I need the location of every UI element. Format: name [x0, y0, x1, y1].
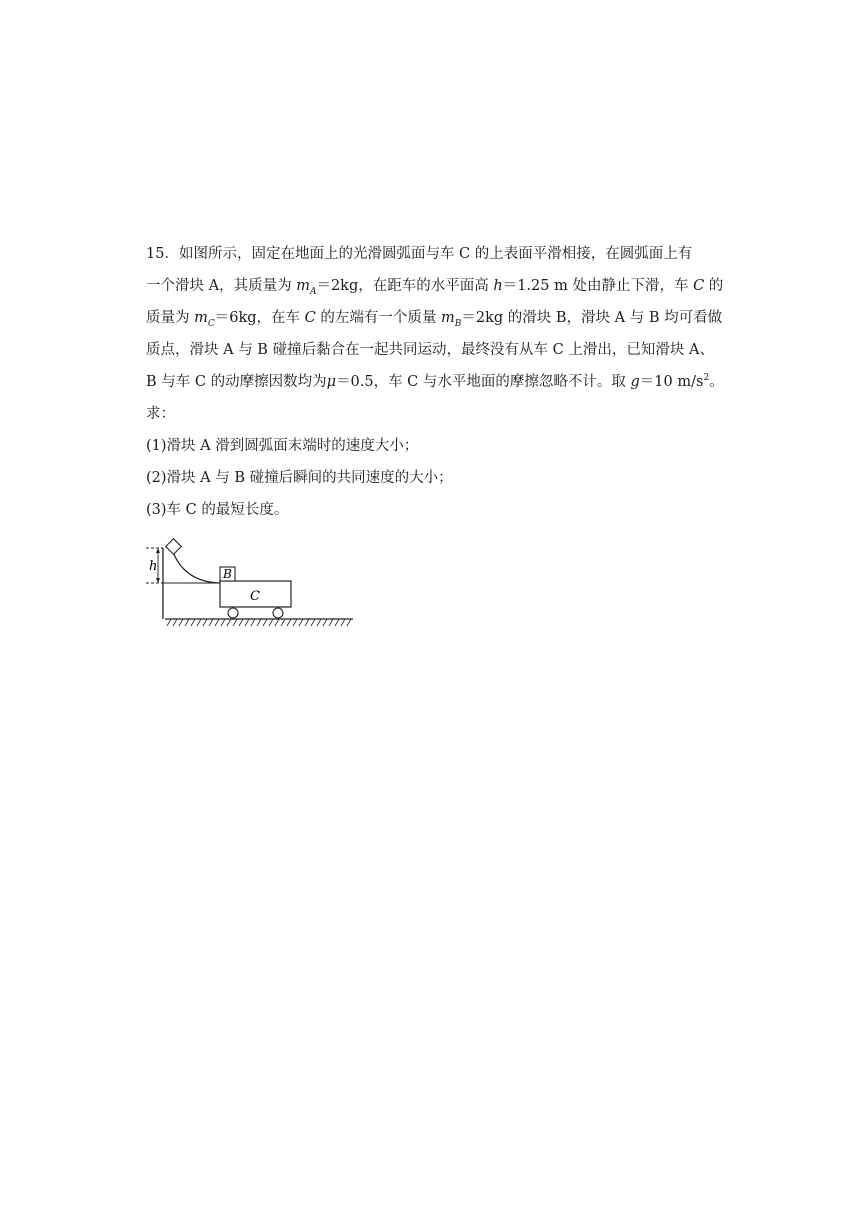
question-2: (2)滑块 A 与 B 碰撞后瞬间的共同速度的大小； [146, 470, 453, 486]
label-c: C [250, 589, 260, 604]
height-arrow-bottom [156, 578, 160, 583]
cart-wheel-right [273, 608, 283, 618]
label-h: h [149, 559, 158, 574]
question-1: (1)滑块 A 滑到圆弧面末端时的速度大小； [146, 438, 419, 454]
problem-line-2: 一个滑块 A，其质量为 $m_A=2kg$，在距车的水平面高 h＝1.25 m 处由静止下滑，车 C 的 [146, 278, 724, 297]
problem-line-5: B 与车 C 的动摩擦因数均为μ＝0.5，车 C 与水平地面的摩擦忽略不计。取 g＝10 $m/s^2$。 [146, 373, 724, 390]
track-cart-diagram [140, 538, 360, 634]
problem-line-4: 质点，滑块 A 与 B 碰撞后黏合在一起共同运动，最终没有从车 C 上滑出，已知滑块 A、 [146, 342, 714, 358]
height-arrow-top [156, 548, 160, 553]
label-b: B [223, 567, 232, 581]
arc-surface [173, 552, 220, 583]
physics-problem [146, 238, 726, 526]
problem-line-6: 求： [146, 406, 175, 422]
ground-hatching [167, 619, 351, 626]
question-3: (3)车 C 的最短长度。 [146, 502, 289, 518]
problem-line-3: 质量为 $m_C=6kg$，在车 C 的左端有一个质量 $m_B=2kg$ 的滑块 B，滑块 A 与 B 均可看做 [146, 310, 723, 329]
cart-wheel-left [228, 608, 238, 618]
block-a [166, 539, 182, 555]
physics-diagram [140, 538, 360, 634]
problem-line-1: 15．如图所示，固定在地面上的光滑圆弧面与车 C 的上表面平滑相接，在圆弧面上有 [146, 246, 693, 262]
